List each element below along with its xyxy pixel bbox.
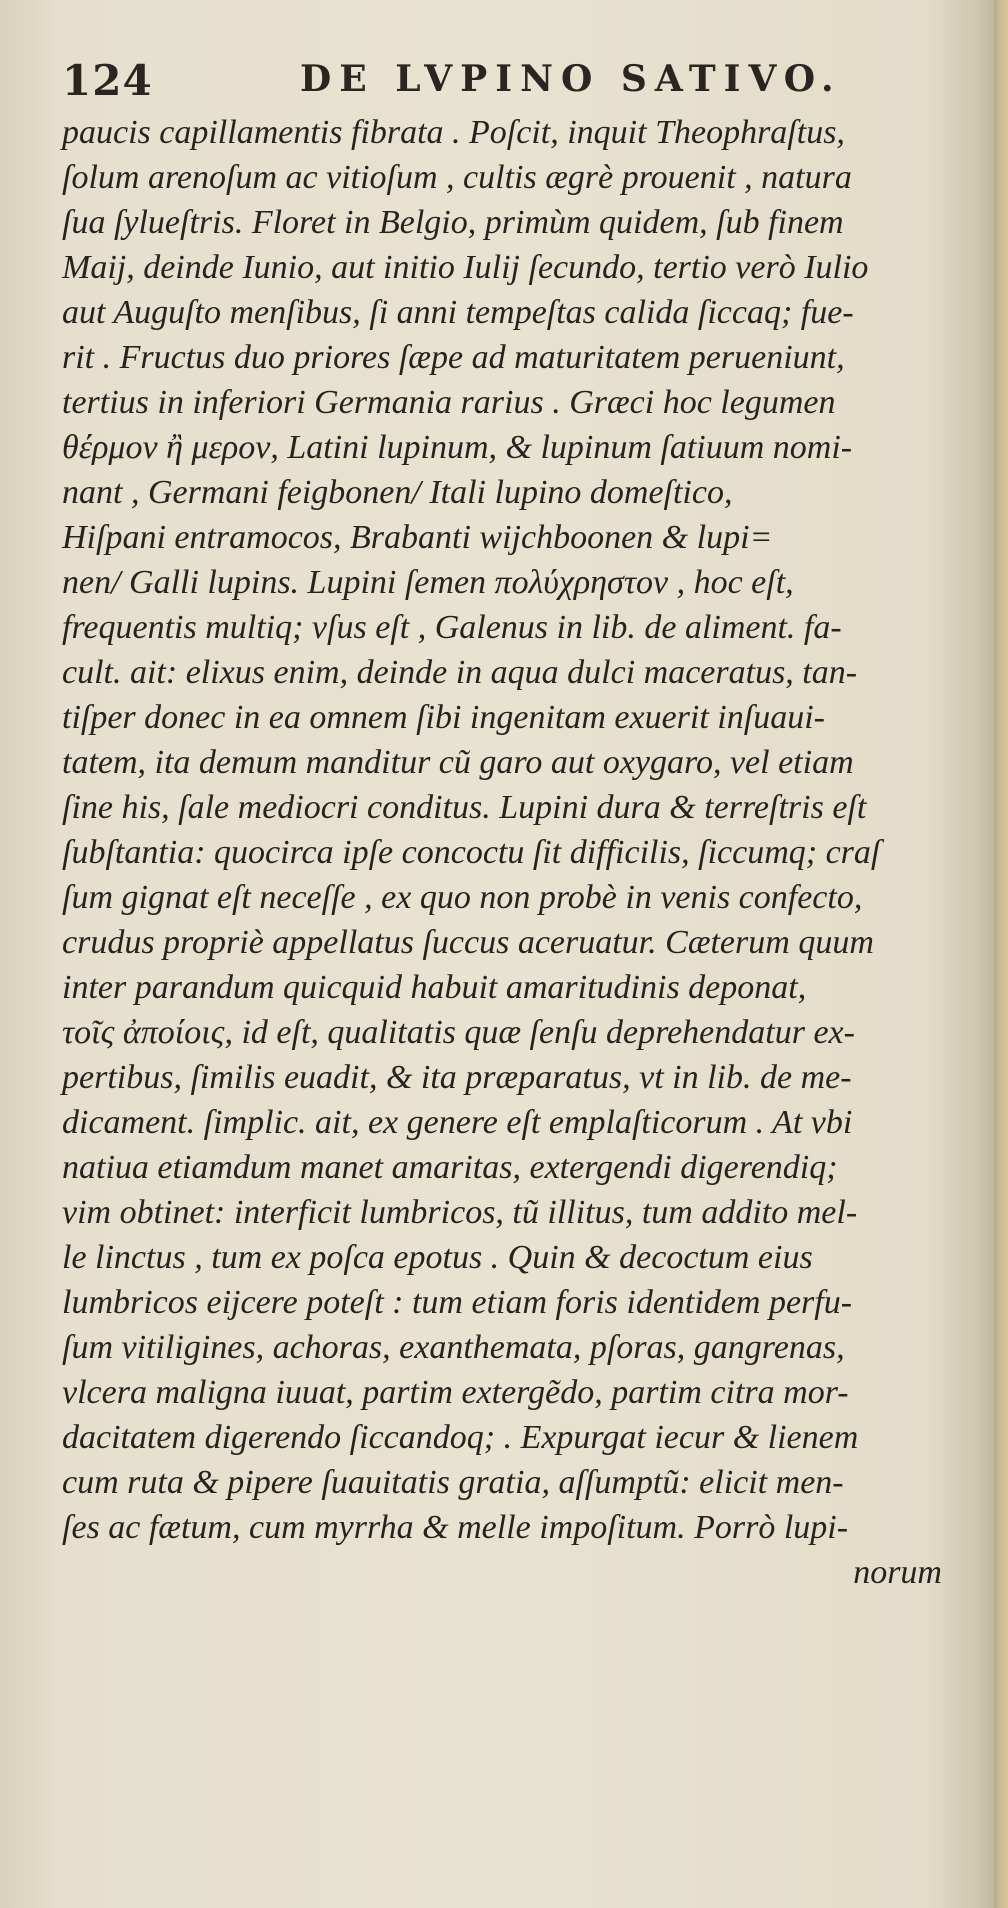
text-line: nen/ Galli lupins. Lupini ſemen πολύχρηστον , hoc eſt, <box>62 564 794 601</box>
text-line: paucis capillamentis fibrata . Poſcit, inquit Theophraſtus, <box>62 114 845 151</box>
text-line: τοῖς ἀποίοις, id eſt, qualitatis quæ ſenſu deprehendatur ex- <box>62 1014 855 1051</box>
page-header <box>62 52 942 112</box>
text-line: lumbricos eijcere poteſt : tum etiam foris identidem perfu- <box>62 1284 853 1321</box>
text-line: ſolum arenoſum ac vitioſum , cultis ægrè prouenit , natura <box>62 159 852 196</box>
catchword: norum <box>853 1554 942 1591</box>
text-line: ſubſtantia: quocirca ipſe concoctu ſit difficilis, ſiccumq; craſ <box>62 834 881 871</box>
text-line: natiua etiamdum manet amaritas, extergendi digerendiq; <box>62 1149 838 1186</box>
text-line: nant , Germani feigbonen/ Itali lupino domeſtico, <box>62 474 733 511</box>
text-line: Hiſpani entramocos, Brabanti wijchboonen & lupi= <box>62 519 773 556</box>
text-line: aut Auguſto menſibus, ſi anni tempeſtas calida ſiccaq; fue- <box>62 294 854 331</box>
text-line: tatem, ita demum manditur cũ garo aut oxygaro, vel etiam <box>62 744 854 781</box>
text-line: crudus propriè appellatus ſuccus aceruatur. Cæterum quum <box>62 924 874 961</box>
text-line: dacitatem digerendo ſiccandoq; . Expurgat iecur & lienem <box>62 1419 859 1456</box>
text-line: cum ruta & pipere ſuauitatis gratia, aſſumptũ: elicit men- <box>62 1464 844 1501</box>
page-edge <box>994 0 1008 1908</box>
page-number: 124 <box>62 56 153 105</box>
text-line: inter parandum quicquid habuit amaritudinis deponat, <box>62 969 807 1006</box>
text-line: vim obtinet: interficit lumbricos, tũ illitus, tum addito mel- <box>62 1194 858 1231</box>
text-line: tiſper donec in ea omnem ſibi ingenitam exuerit inſuaui- <box>62 699 825 736</box>
text-line: rit . Fructus duo priores ſæpe ad maturitatem perueniunt, <box>62 339 845 376</box>
text-line: Maij, deinde Iunio, aut initio Iulij ſecundo, tertio verò Iulio <box>62 249 869 286</box>
text-line: dicament. ſimplic. ait, ex genere eſt emplaſticorum . At vbi <box>62 1104 853 1141</box>
text-line: le linctus , tum ex poſca epotus . Quin & decoctum eius <box>62 1239 813 1276</box>
running-head: DE LVPINO SATIVO. <box>300 58 842 100</box>
text-line: ſine his, ſale mediocri conditus. Lupini dura & terreſtris eſt <box>62 789 867 826</box>
text-line: cult. ait: elixus enim, deinde in aqua dulci maceratus, tan- <box>62 654 858 691</box>
text-line: ſum gignat eſt neceſſe , ex quo non probè in venis confecto, <box>62 879 863 916</box>
body-text <box>62 110 982 1595</box>
text-line: ſua ſylueſtris. Floret in Belgio, primùm quidem, ſub finem <box>62 204 844 241</box>
text-line: frequentis multiq; vſus eſt , Galenus in lib. de aliment. fa- <box>62 609 842 646</box>
text-line: pertibus, ſimilis euadit, & ita præparatus, vt in lib. de me- <box>62 1059 852 1096</box>
text-line: vlcera maligna iuuat, partim extergẽdo, partim citra mor- <box>62 1374 849 1411</box>
text-line: ſum vitiligines, achoras, exanthemata, pſoras, gangrenas, <box>62 1329 845 1366</box>
text-line: ſes ac fætum, cum myrrha & melle impoſitum. Porrò lupi- <box>62 1509 849 1546</box>
text-line: θέρμον ἢ μερον, Latini lupinum, & lupinum ſatiuum nomi- <box>62 429 853 466</box>
text-line: tertius in inferiori Germania rarius . Græci hoc legumen <box>62 384 836 421</box>
